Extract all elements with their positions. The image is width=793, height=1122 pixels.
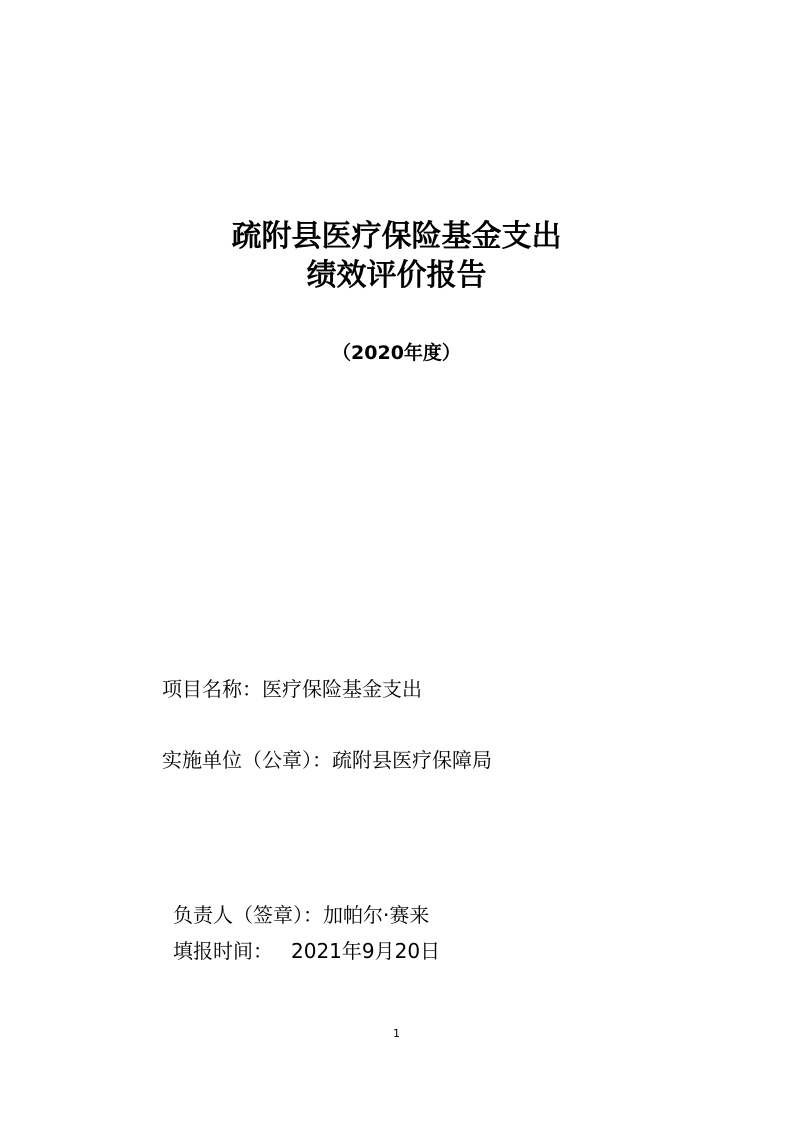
implementing-unit-value: 疏附县医疗保障局 bbox=[332, 748, 492, 772]
fill-date-value: 2021年9月20日 bbox=[291, 939, 441, 963]
responsible-person-value: 加帕尔·赛来 bbox=[323, 903, 430, 927]
fill-date-label: 填报时间： bbox=[173, 939, 273, 963]
responsible-person-label: 负责人（签章）： bbox=[173, 903, 323, 927]
fill-date-field bbox=[173, 937, 440, 965]
project-name-value: 医疗保险基金支出 bbox=[262, 677, 422, 701]
report-title-line-2: 绩效评价报告 bbox=[306, 258, 487, 293]
report-year: （2020年度） bbox=[332, 342, 461, 364]
project-name-label: 项目名称： bbox=[162, 677, 262, 701]
project-name-field bbox=[162, 675, 422, 703]
responsible-person-field bbox=[173, 901, 429, 929]
implementing-unit-label: 实施单位（公章）： bbox=[162, 748, 332, 772]
implementing-unit-field bbox=[162, 746, 492, 774]
page-number: 1 bbox=[393, 1027, 400, 1040]
report-title-line-1: 疏附县医疗保险基金支出 bbox=[231, 219, 562, 254]
